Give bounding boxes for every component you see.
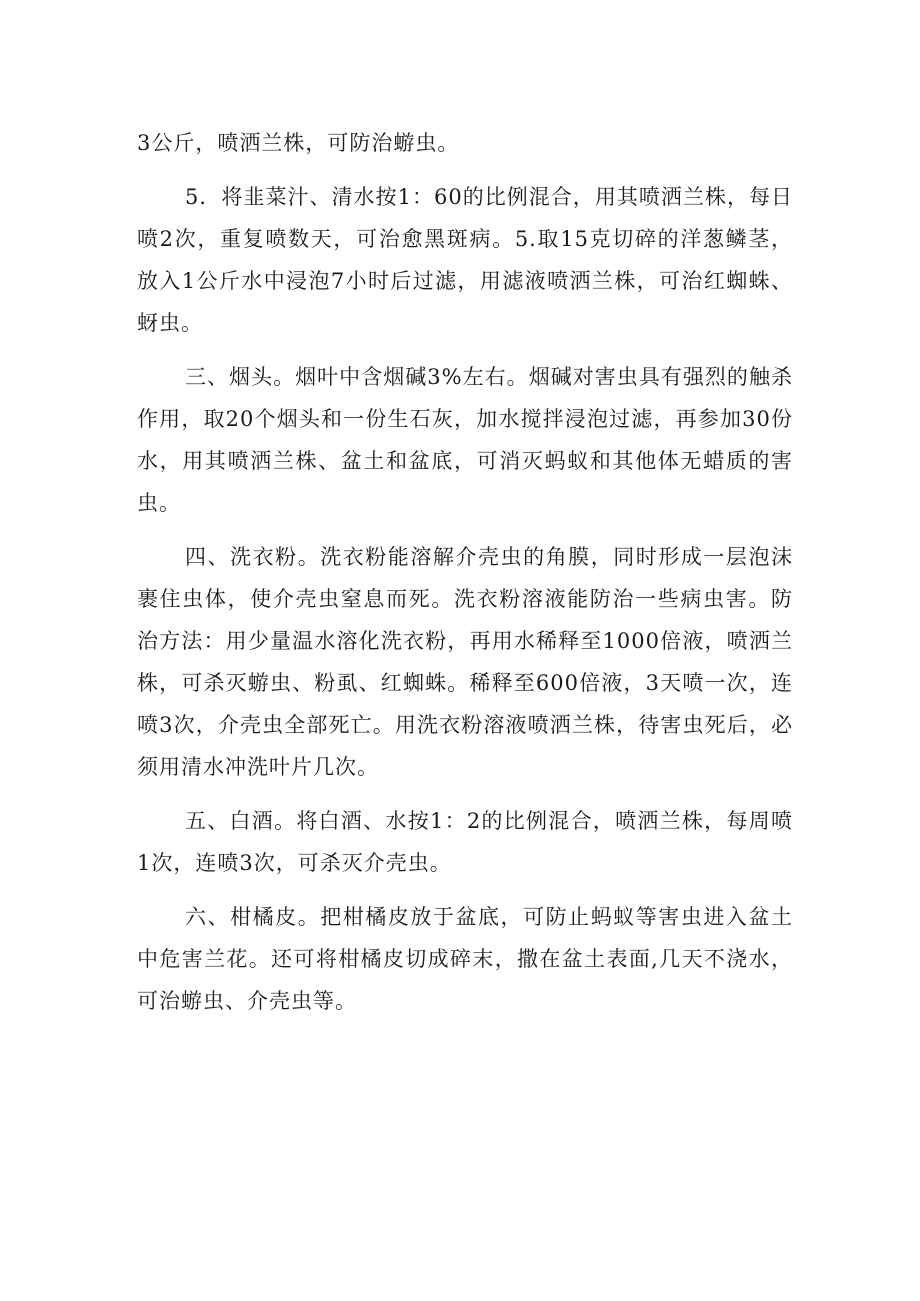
paragraph-citrus-peel: 六、柑橘皮。把柑橘皮放于盆底，可防止蚂蚁等害虫进入盆土中危害兰花。还可将柑橘皮切成碎末，撒在盆土表面,几天不浇水，可治蝣虫、介壳虫等。 [137, 905, 793, 1013]
paragraph-leek-juice: 5．将韭菜汁、清水按1：60的比例混合，用其喷洒兰株，每日喷2次，重复喷数天，可治愈黑斑病。5.取15克切碎的洋葱鳞茎，放入1公斤水中浸泡7小时后过滤，用滤液喷洒兰株，可治红蜘蛛、蚜虫。 [137, 185, 793, 335]
paragraph-cigarette-butts: 三、烟头。烟叶中含烟碱3%左右。烟碱对害虫具有强烈的触杀作用，取20个烟头和一份生石灰，加水搅拌浸泡过滤，再参加30份水，用其喷洒兰株、盆土和盆底，可消灭蚂蚁和其他体无蜡质的害虫。 [137, 365, 793, 515]
document-body [137, 122, 793, 1034]
paragraph-continuation: 3公斤，喷洒兰株，可防治蝣虫。 [137, 131, 460, 155]
paragraph-washing-powder: 四、洗衣粉。洗衣粉能溶解介壳虫的角膜，同时形成一层泡沫裹住虫体，使介壳虫窒息而死。洗衣粉溶液能防治一些病虫害。防治方法：用少量温水溶化洗衣粉，再用水稀释至1000倍液，喷洒兰株，可杀灭蝣虫、粉虱、红蜘蛛。稀释至600倍液，3天喷一次，连喷3次，介壳虫全部死亡。用洗衣粉溶液喷洒兰株，待害虫死后，必须用清水冲洗叶片几次。 [137, 545, 793, 779]
paragraph-white-liquor: 五、白酒。将白酒、水按1：2的比例混合，喷洒兰株，每周喷1次，连喷3次，可杀灭介壳虫。 [137, 809, 793, 875]
